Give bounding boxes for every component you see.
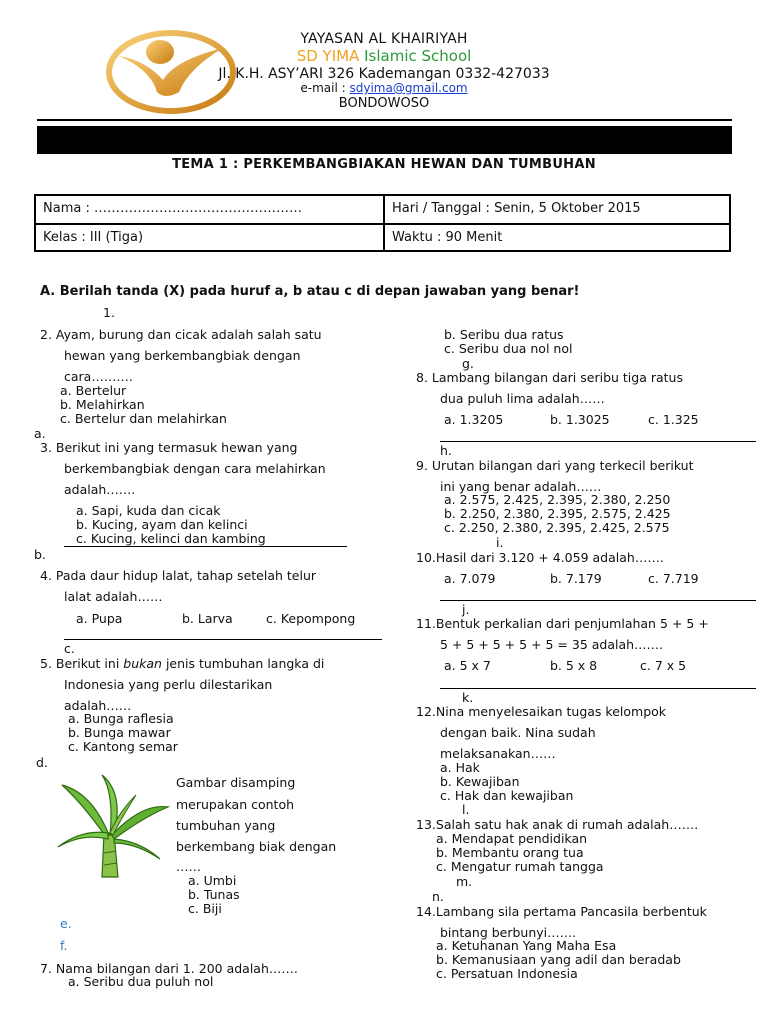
question-6: Gambar disamping: [176, 775, 296, 790]
list-marker: f.: [60, 938, 68, 953]
option-7c[interactable]: c. Seribu dua nol nol: [444, 341, 573, 356]
question-5-suffix: jenis tumbuhan langka di: [161, 656, 325, 671]
option-12b[interactable]: b. Kewajiban: [440, 774, 520, 789]
option-11c[interactable]: c. 7 x 5: [640, 658, 687, 673]
option-7b[interactable]: b. Seribu dua ratus: [444, 327, 564, 342]
list-marker: g.: [462, 356, 474, 371]
field-kelas: Kelas : III (Tiga): [43, 230, 144, 245]
tema-title: TEMA 1 : PERKEMBANGBIAKAN HEWAN DAN TUMBUHAN: [172, 157, 596, 172]
answer-line: [64, 639, 382, 640]
field-nama: Nama : …………………………………………: [43, 201, 302, 216]
option-8b[interactable]: b. 1.3025: [550, 412, 610, 427]
question-12-line2: dengan baik. Nina sudah: [440, 725, 596, 740]
option-4c[interactable]: c. Kepompong: [266, 611, 356, 626]
question-2-line3: cara……….: [64, 369, 133, 384]
answer-line: [440, 600, 756, 601]
identity-table: [34, 194, 731, 252]
option-10a[interactable]: a. 7.079: [444, 571, 496, 586]
question-11: 11.Bentuk perkalian dari penjumlahan 5 + 5 +: [416, 616, 709, 631]
option-9a[interactable]: a. 2.575, 2.425, 2.395, 2.380, 2.250: [444, 492, 671, 507]
option-4a[interactable]: a. Pupa: [76, 611, 123, 626]
table-divider-horizontal: [36, 223, 729, 225]
option-6c[interactable]: c. Biji: [188, 901, 222, 916]
question-8: 8. Lambang bilangan dari seribu tiga ratus: [416, 370, 683, 385]
question-9: 9. Urutan bilangan dari yang terkecil berikut: [416, 458, 694, 473]
question-7: 7. Nama bilangan dari 1. 200 adalah…….: [40, 961, 298, 976]
option-10b[interactable]: b. 7.179: [550, 571, 602, 586]
question-14-line2: bintang berbunyi…….: [440, 925, 577, 940]
option-8a[interactable]: a. 1.3205: [444, 412, 504, 427]
option-3c[interactable]: c. Kucing, kelinci dan kambing: [76, 531, 266, 546]
option-5b[interactable]: b. Bunga mawar: [68, 725, 171, 740]
option-2b[interactable]: b. Melahirkan: [60, 397, 145, 412]
school-address: Jl. K.H. ASY’ARI 326 Kademangan 0332-427033: [218, 66, 550, 82]
option-11b[interactable]: b. 5 x 8: [550, 658, 598, 673]
email-label: e-mail :: [300, 81, 350, 95]
header-bar: [37, 126, 732, 154]
school-city: BONDOWOSO: [338, 96, 430, 111]
question-5: [40, 656, 324, 671]
question-5-line2: Indonesia yang perlu dilestarikan: [64, 677, 273, 692]
list-marker: d.: [36, 755, 48, 770]
option-14c[interactable]: c. Persatuan Indonesia: [436, 966, 578, 981]
question-4-line2: lalat adalah……: [64, 589, 163, 604]
banana-plant-image: [52, 773, 172, 878]
option-13c[interactable]: c. Mengatur rumah tangga: [436, 859, 604, 874]
school-name-part1: SD YIMA: [296, 47, 360, 65]
section-a-instruction: A. Berilah tanda (X) pada huruf a, b atau c di depan jawaban yang benar!: [40, 284, 580, 299]
option-12c[interactable]: c. Hak dan kewajiban: [440, 788, 574, 803]
list-marker: m.: [456, 874, 473, 889]
header-divider: [37, 119, 732, 121]
question-6-line5: ……: [176, 859, 201, 874]
list-marker: l.: [462, 802, 470, 817]
list-marker: e.: [60, 916, 72, 931]
question-9-line2: ini yang benar adalah……: [440, 479, 602, 494]
list-marker: b.: [34, 547, 46, 562]
list-marker: j.: [462, 602, 470, 617]
option-5a[interactable]: a. Bunga raflesia: [68, 711, 174, 726]
list-marker: i.: [496, 535, 504, 550]
question-5-line3: adalah……: [64, 698, 132, 713]
school-name-part2: Islamic School: [364, 47, 472, 65]
option-5c[interactable]: c. Kantong semar: [68, 739, 178, 754]
question-12-line3: melaksanakan……: [440, 746, 556, 761]
option-2c[interactable]: c. Bertelur dan melahirkan: [60, 411, 227, 426]
option-6a[interactable]: a. Umbi: [188, 873, 237, 888]
question-3-line3: adalah…….: [64, 482, 136, 497]
question-2-line2: hewan yang berkembangbiak dengan: [64, 348, 301, 363]
field-hari-tanggal: Hari / Tanggal : Senin, 5 Oktober 2015: [392, 201, 641, 216]
option-3b[interactable]: b. Kucing, ayam dan kelinci: [76, 517, 248, 532]
question-11-line2: 5 + 5 + 5 + 5 + 5 = 35 adalah…….: [440, 637, 664, 652]
field-waktu: Waktu : 90 Menit: [392, 230, 503, 245]
answer-line: [440, 441, 756, 442]
list-marker: a.: [34, 426, 46, 441]
list-marker: 1.: [103, 305, 115, 320]
option-14a[interactable]: a. Ketuhanan Yang Maha Esa: [436, 938, 617, 953]
question-2: 2. Ayam, burung dan cicak adalah salah satu: [40, 327, 322, 342]
foundation-name: YAYASAN AL KHAIRIYAH: [300, 31, 468, 47]
question-12: 12.Nina menyelesaikan tugas kelompok: [416, 704, 667, 719]
question-3: 3. Berikut ini yang termasuk hewan yang: [40, 440, 298, 455]
answer-line: [64, 546, 347, 547]
question-10: 10.Hasil dari 3.120 + 4.059 adalah…….: [416, 550, 664, 565]
question-14: 14.Lambang sila pertama Pancasila berbentuk: [416, 904, 707, 919]
option-2a[interactable]: a. Bertelur: [60, 383, 127, 398]
option-10c[interactable]: c. 7.719: [648, 571, 699, 586]
option-6b[interactable]: b. Tunas: [188, 887, 240, 902]
question-4: 4. Pada daur hidup lalat, tahap setelah telur: [40, 568, 317, 583]
school-email: [0, 81, 768, 95]
list-marker: c.: [64, 641, 75, 656]
option-3a[interactable]: a. Sapi, kuda dan cicak: [76, 503, 221, 518]
question-3-line2: berkembangbiak dengan cara melahirkan: [64, 461, 326, 476]
question-5-emphasis: bukan: [123, 656, 162, 671]
option-12a[interactable]: a. Hak: [440, 760, 480, 775]
question-5-prefix: 5. Berikut ini: [40, 656, 124, 671]
school-name: [0, 47, 768, 65]
question-6-line3: tumbuhan yang: [176, 818, 276, 833]
question-13: 13.Salah satu hak anak di rumah adalah…….: [416, 817, 699, 832]
option-7a[interactable]: a. Seribu dua puluh nol: [68, 974, 214, 989]
option-4b[interactable]: b. Larva: [182, 611, 233, 626]
list-marker: k.: [462, 690, 474, 705]
list-marker: n.: [432, 889, 444, 904]
option-13a[interactable]: a. Mendapat pendidikan: [436, 831, 588, 846]
question-8-line2: dua puluh lima adalah……: [440, 391, 605, 406]
option-9c[interactable]: c. 2.250, 2.380, 2.395, 2.425, 2.575: [444, 520, 670, 535]
list-marker: h.: [440, 443, 452, 458]
answer-line: [440, 688, 756, 689]
question-6-line4: berkembang biak dengan: [176, 839, 337, 854]
option-8c[interactable]: c. 1.325: [648, 412, 699, 427]
email-link[interactable]: sdyima@gmail.com: [349, 81, 468, 95]
option-13b[interactable]: b. Membantu orang tua: [436, 845, 584, 860]
option-14b[interactable]: b. Kemanusiaan yang adil dan beradab: [436, 952, 681, 967]
option-11a[interactable]: a. 5 x 7: [444, 658, 491, 673]
option-9b[interactable]: b. 2.250, 2.380, 2.395, 2.575, 2.425: [444, 506, 671, 521]
question-6-line2: merupakan contoh: [176, 797, 295, 812]
